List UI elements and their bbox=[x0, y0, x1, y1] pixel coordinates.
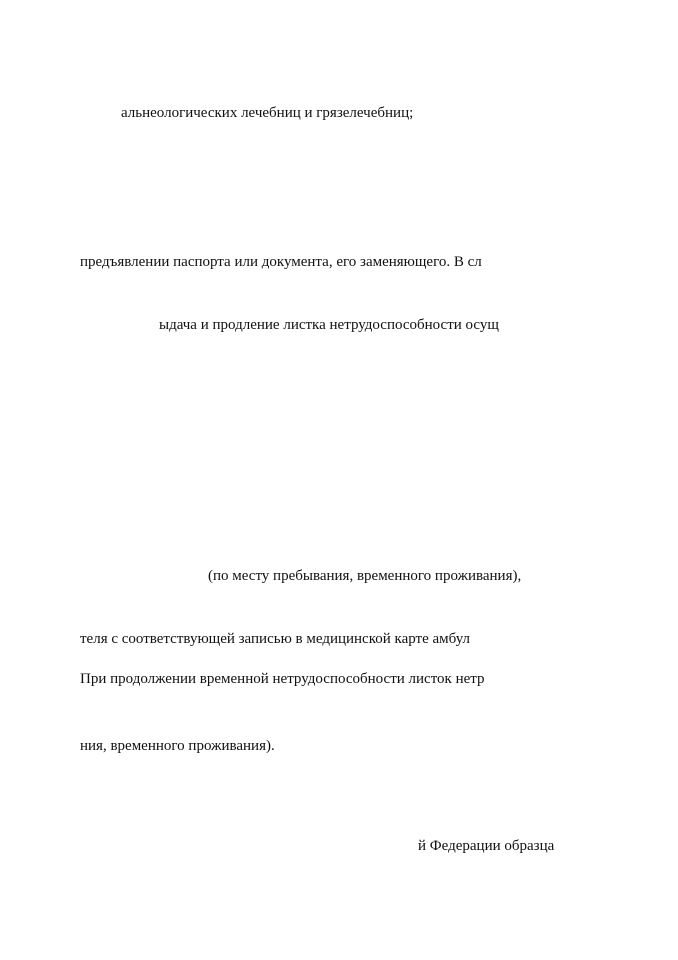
text-line-1: альнеологических лечебниц и грязелечебниц; bbox=[121, 105, 414, 121]
text-line-5: теля с соответствующей записью в медицинской карте амбул bbox=[80, 631, 471, 647]
text-line-7: ния, временного проживания). bbox=[80, 738, 275, 754]
text-line-4: (по месту пребывания, временного проживания), bbox=[208, 568, 522, 584]
text-line-3: ыдача и продление листка нетрудоспособности осущ bbox=[159, 317, 499, 333]
text-line-6: При продолжении временной нетрудоспособности листок нетр bbox=[80, 671, 485, 687]
text-line-2: предъявлении паспорта или документа, его заменяющего. В сл bbox=[80, 254, 482, 270]
text-line-8: й Федерации образца bbox=[418, 838, 555, 854]
